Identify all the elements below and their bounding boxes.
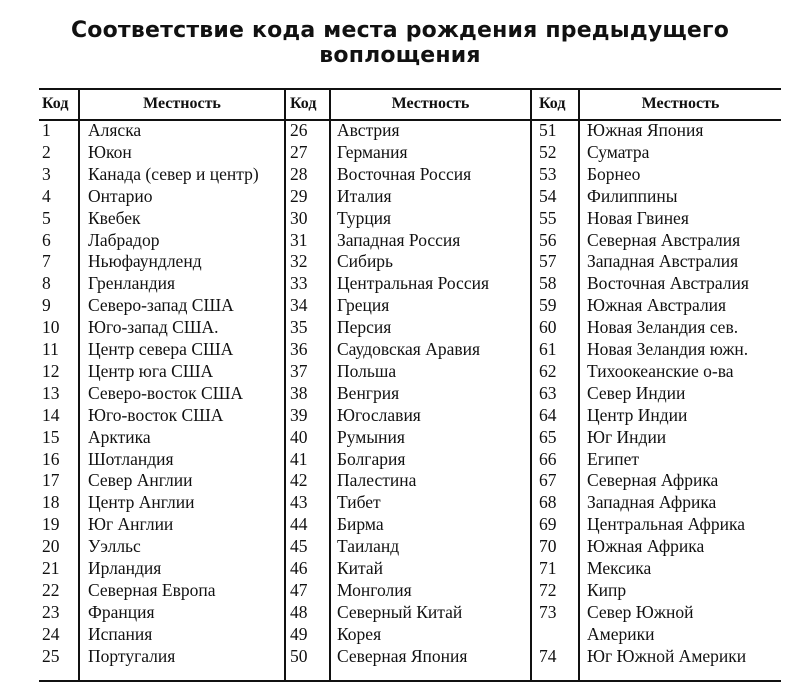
code-cell: 52	[539, 141, 557, 162]
code-cell: 22	[42, 579, 60, 600]
code-cell: 67	[539, 470, 557, 491]
code-cell: 53	[539, 163, 557, 184]
code-cell: 58	[539, 273, 557, 294]
code-cell: 73	[539, 601, 557, 622]
place-cell: Германия	[337, 141, 408, 162]
code-cell: 19	[42, 514, 60, 535]
code-cell: 43	[290, 492, 308, 513]
place-cell: Гренландия	[88, 273, 176, 294]
code-cell: 47	[290, 579, 308, 600]
place-cell: Франция	[88, 601, 155, 622]
code-cell: 46	[290, 558, 308, 578]
code-cell: 70	[539, 536, 557, 557]
column-divider	[78, 89, 80, 681]
code-cell: 31	[290, 229, 308, 250]
place-cell: Центр юга США	[88, 360, 214, 381]
place-cell: Персия	[337, 317, 392, 338]
column-divider	[329, 89, 331, 681]
place-cell: Восточная Австралия	[587, 273, 749, 294]
place-cell: Северный Китай	[337, 601, 463, 622]
place-cell: Новая Зеландия южн.	[587, 339, 749, 359]
place-cell: Болгария	[337, 448, 406, 469]
place-cell: Суматра	[587, 141, 650, 162]
place-cell: Юкон	[88, 141, 132, 162]
code-cell: 66	[539, 448, 557, 469]
place-cell: Северо-запад США	[88, 295, 234, 316]
column-divider	[284, 89, 286, 681]
code-cell: 18	[42, 492, 60, 513]
place-cell: Новая Гвинея	[587, 207, 689, 228]
code-cell: 12	[42, 360, 60, 381]
code-cell: 62	[539, 360, 557, 381]
code-cell: 29	[290, 185, 308, 206]
table-bottom-rule	[39, 680, 781, 682]
place-cell: Португалия	[88, 645, 176, 666]
code-cell: 71	[539, 558, 557, 578]
code-cell: 30	[290, 207, 308, 228]
code-cell: 7	[42, 251, 51, 272]
place-cell: Бирма	[337, 514, 384, 535]
place-cell: Западная Африка	[587, 492, 717, 513]
place-cell: Юг Индии	[587, 426, 667, 447]
place-cell: Южная Япония	[587, 120, 704, 140]
place-cell: Австрия	[337, 120, 400, 140]
code-cell: 45	[290, 536, 308, 557]
place-cell: Румыния	[337, 426, 405, 447]
code-cell: 42	[290, 470, 308, 491]
place-cell: Монголия	[337, 579, 412, 600]
place-cell: Юго-восток США	[88, 404, 224, 425]
place-cell: Китай	[337, 558, 384, 578]
code-cell: 48	[290, 601, 308, 622]
header-code-3: Код	[539, 95, 566, 112]
place-cell: Северная Австралия	[587, 229, 741, 250]
place-cell: Тихоокеанские о-ва	[587, 360, 734, 381]
code-cell: 61	[539, 339, 557, 359]
code-cell: 57	[539, 251, 557, 272]
place-cell: Кипр	[587, 579, 627, 600]
place-cell: Южная Австралия	[587, 295, 727, 316]
header-code-1: Код	[42, 95, 69, 112]
code-cell: 14	[42, 404, 60, 425]
code-cell: 27	[290, 141, 308, 162]
code-cell: 56	[539, 229, 557, 250]
page-title: Соответствие кода места рождения предыдущего воплощения	[70, 18, 730, 68]
place-cell: Юг Англии	[88, 514, 174, 535]
code-cell: 38	[290, 382, 308, 403]
code-cell: 11	[42, 339, 59, 359]
code-cell: 40	[290, 426, 308, 447]
code-cell: 44	[290, 514, 308, 535]
place-cell: Корея	[337, 623, 382, 644]
place-cell: Турция	[337, 207, 392, 228]
code-cell: 6	[42, 229, 51, 250]
code-cell: 69	[539, 514, 557, 535]
code-cell: 37	[290, 360, 308, 381]
code-cell: 35	[290, 317, 308, 338]
code-cell: 55	[539, 207, 557, 228]
code-cell: 20	[42, 536, 60, 557]
place-cell: Центр севера США	[88, 339, 234, 359]
place-cell: Северная Япония	[337, 645, 468, 666]
code-cell: 64	[539, 404, 557, 425]
code-cell: 65	[539, 426, 557, 447]
header-place-2: Местность	[391, 95, 470, 112]
place-cell: Таиланд	[337, 536, 400, 557]
column-divider	[530, 89, 532, 681]
place-cell: Центр Индии	[587, 404, 688, 425]
place-cell: Борнео	[587, 163, 641, 184]
code-cell: 63	[539, 382, 557, 403]
code-cell: 15	[42, 426, 60, 447]
code-cell: 50	[290, 645, 308, 666]
code-cell: 1	[42, 120, 51, 140]
place-cell: Юго-запад США.	[88, 317, 219, 338]
place-cell: Греция	[337, 295, 390, 316]
code-cell: 10	[42, 317, 60, 338]
code-cell: 32	[290, 251, 308, 272]
code-cell: 23	[42, 601, 60, 622]
code-cell: 28	[290, 163, 308, 184]
code-cell: 39	[290, 404, 308, 425]
code-cell: 16	[42, 448, 60, 469]
place-cell: Север Южной Америки	[587, 601, 694, 644]
code-cell: 68	[539, 492, 557, 513]
place-cell: Новая Зеландия сев.	[587, 317, 739, 338]
place-cell: Восточная Россия	[337, 163, 472, 184]
code-cell: 2	[42, 141, 51, 162]
place-cell: Центральная Россия	[337, 273, 490, 294]
place-cell: Южная Африка	[587, 536, 705, 557]
code-cell: 54	[539, 185, 557, 206]
code-cell: 36	[290, 339, 308, 359]
code-cell: 72	[539, 579, 557, 600]
place-cell: Центральная Африка	[587, 514, 746, 535]
place-cell: Мексика	[587, 558, 652, 578]
code-cell: 5	[42, 207, 51, 228]
place-cell: Палестина	[337, 470, 417, 491]
place-cell: Шотландия	[88, 448, 174, 469]
place-cell: Центр Англии	[88, 492, 195, 513]
place-cell: Западная Россия	[337, 229, 461, 250]
code-cell: 4	[42, 185, 51, 206]
place-cell: Онтарио	[88, 185, 153, 206]
place-cell: Уэлльс	[88, 536, 141, 557]
header-code-2: Код	[290, 95, 317, 112]
place-cell: Лабрадор	[88, 229, 160, 250]
code-cell: 21	[42, 558, 60, 578]
place-cell: Польша	[337, 360, 397, 381]
header-place-3: Местность	[641, 95, 720, 112]
place-cell: Египет	[587, 448, 640, 469]
code-cell: 51	[539, 120, 557, 140]
code-cell: 13	[42, 382, 60, 403]
code-cell: 3	[42, 163, 51, 184]
header-place-1: Местность	[143, 95, 221, 112]
code-cell: 74	[539, 645, 557, 666]
code-cell: 33	[290, 273, 308, 294]
place-cell: Западная Австралия	[587, 251, 739, 272]
place-cell: Саудовская Аравия	[337, 339, 481, 359]
place-cell: Сибирь	[337, 251, 394, 272]
code-cell: 25	[42, 645, 60, 666]
place-cell: Филиппины	[587, 185, 678, 206]
code-cell: 26	[290, 120, 308, 140]
place-cell: Аляска	[88, 120, 142, 140]
table-top-rule	[39, 88, 781, 90]
place-cell: Испания	[88, 623, 153, 644]
code-cell: 60	[539, 317, 557, 338]
code-cell: 24	[42, 623, 60, 644]
code-cell: 17	[42, 470, 60, 491]
place-cell: Квебек	[88, 207, 141, 228]
code-cell: 49	[290, 623, 308, 644]
code-cell: 8	[42, 273, 51, 294]
place-cell: Север Англии	[88, 470, 193, 491]
place-cell: Югославия	[337, 404, 421, 425]
code-cell: 59	[539, 295, 557, 316]
place-cell: Венгрия	[337, 382, 400, 403]
place-cell: Ньюфаундленд	[88, 251, 202, 272]
place-cell: Северная Африка	[587, 470, 719, 491]
place-cell: Тибет	[337, 492, 381, 513]
place-cell: Юг Южной Америки	[587, 645, 747, 666]
place-cell: Италия	[337, 185, 392, 206]
place-cell: Арктика	[88, 426, 151, 447]
code-cell: 34	[290, 295, 308, 316]
code-cell: 9	[42, 295, 51, 316]
place-cell: Север Индии	[587, 382, 686, 403]
code-cell: 41	[290, 448, 308, 469]
column-divider	[578, 89, 580, 681]
place-cell: Канада (север и центр)	[88, 163, 259, 184]
place-cell: Северо-восток США	[88, 382, 244, 403]
place-cell: Северная Европа	[88, 579, 216, 600]
place-cell: Ирландия	[88, 558, 162, 578]
